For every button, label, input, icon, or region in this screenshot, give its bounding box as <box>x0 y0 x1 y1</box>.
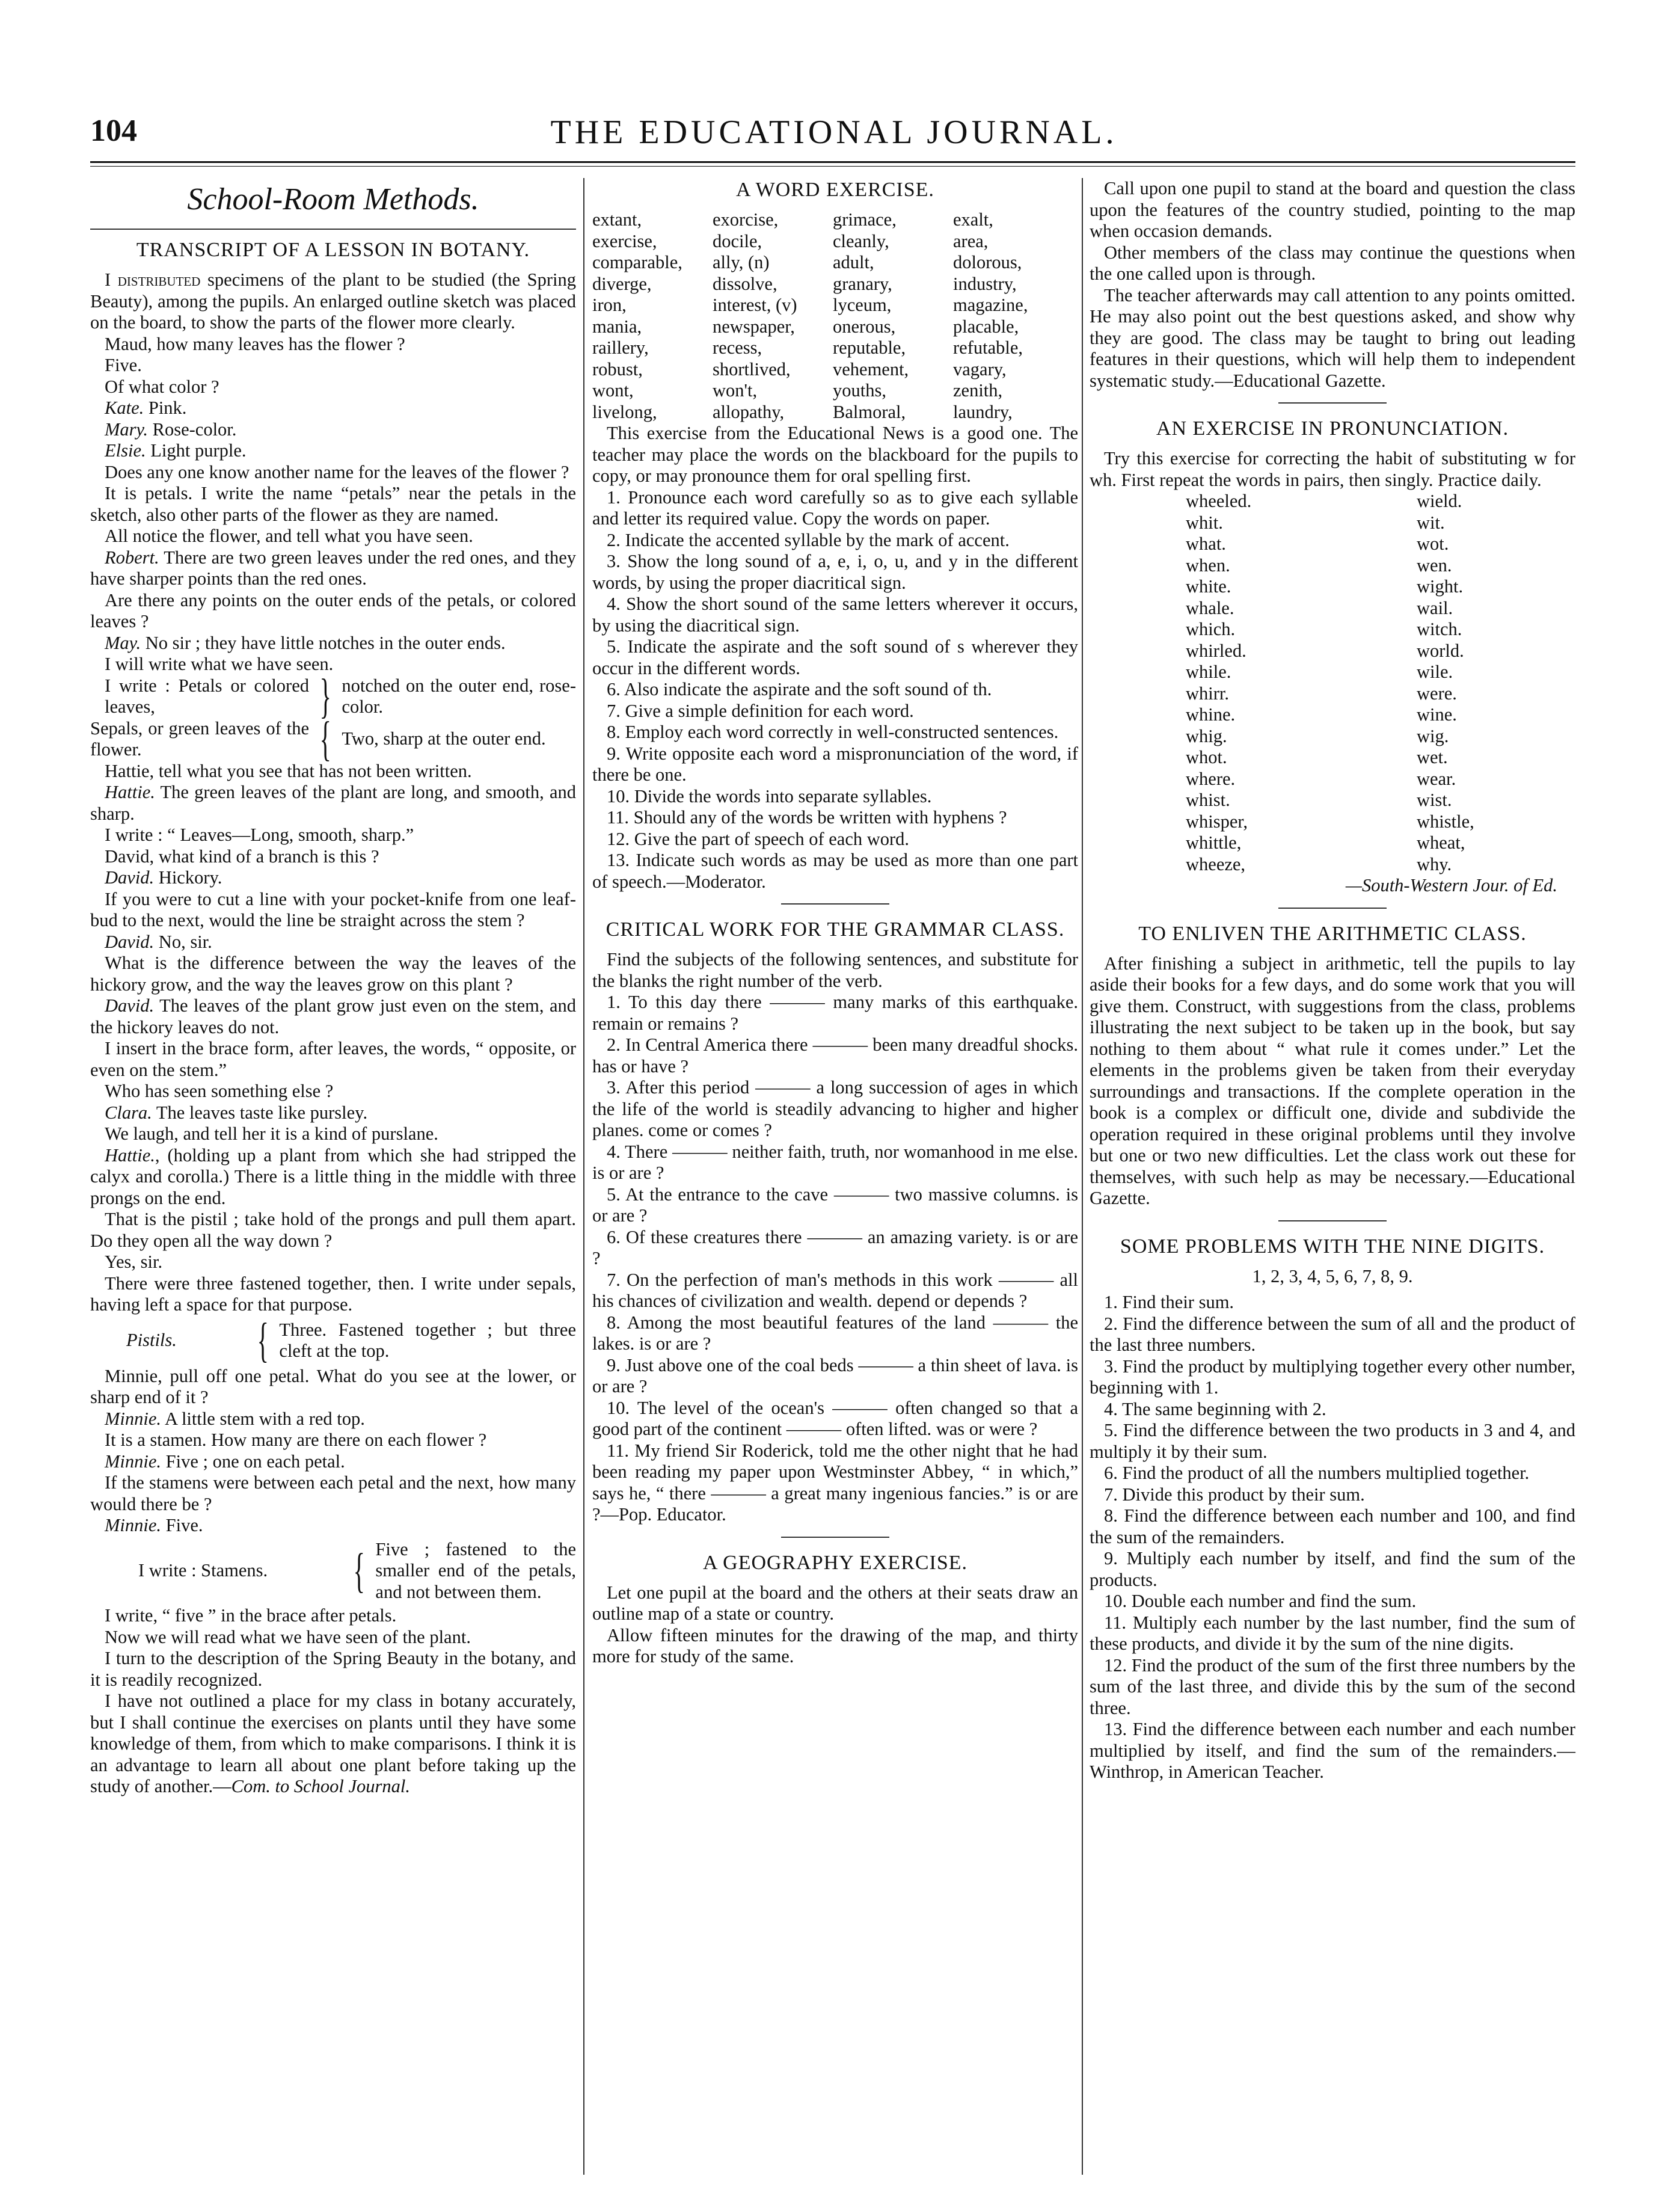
dialogue-line: Maud, how many leaves has the flower ? <box>105 333 405 354</box>
pronunciation-word: wheeze, <box>1186 853 1246 874</box>
pronunciation-source: —South-Western Jour. of Ed. <box>1345 875 1557 896</box>
word-item: robust, <box>592 358 643 379</box>
pronunciation-word: whine. <box>1186 704 1236 725</box>
word-list <box>592 209 1078 423</box>
pronunciation-word: why. <box>1417 853 1452 874</box>
word-item: mania, <box>592 316 642 337</box>
word-item: magazine, <box>953 295 1028 315</box>
paragraph: It is a stamen. How many are there on each flower ? <box>105 1430 487 1450</box>
paragraph: Hattie, tell what you see that has not been written. <box>105 760 472 781</box>
word-item: vagary, <box>953 358 1007 379</box>
paragraph: Yes, sir. <box>105 1252 163 1272</box>
main-section-title: School-Room Methods. <box>187 182 479 217</box>
grammar-item: 11. My friend Sir Roderick, told me the other night that he had been reading my paper upon Westminster Abbey, “ in which,” says he, “ there ——— a great many ingenious fancies.” is or are ?—Pop. Educator. <box>592 1440 1078 1525</box>
instruction-item: 13. Indicate such words as may be used as more than one part of speech.—Moderator. <box>592 850 1078 892</box>
pronunciation-word: whist. <box>1186 790 1230 810</box>
dialogue-line: Minnie. A little stem with a red top. <box>105 1408 365 1429</box>
paragraph: I write, “ five ” in the brace after petals. <box>105 1605 397 1626</box>
brace-petals: I write : Petals or colored leaves, } notched on the outer end, rose-color. <box>105 670 576 723</box>
grammar-item: 7. On the perfection of man's methods in this work ——— all his chances of civilization and wealth. depend or depends ? <box>592 1269 1078 1311</box>
word-item: docile, <box>713 230 762 251</box>
paragraph: Other members of the class may continue the questions when the one called upon is through. <box>1090 242 1575 284</box>
grammar-intro: Find the subjects of the following sentences, and substitute for the blanks the right number of the verb. <box>592 949 1078 991</box>
pronunciation-word: wit. <box>1417 512 1445 533</box>
paragraph: Are there any points on the outer ends of the petals, or colored leaves ? <box>90 589 576 631</box>
word-item: recess, <box>713 337 762 358</box>
pronunciation-word: white. <box>1186 576 1231 597</box>
word-item: laundry, <box>953 401 1013 422</box>
pronunciation-word: wail. <box>1417 597 1453 618</box>
column-2 <box>592 178 1078 1668</box>
dialogue-line: Minnie. Five. <box>105 1515 203 1535</box>
dialogue-line: May. No sir ; they have little notches in the outer ends. <box>105 632 506 653</box>
pronunciation-word: wine. <box>1417 704 1457 725</box>
instruction-item: 3. Show the long sound of a, e, i, o, u, and y in the different words, by using the proper diacritical sign. <box>592 551 1078 593</box>
pronunciation-word: wot. <box>1417 533 1449 554</box>
column-1 <box>90 178 576 1798</box>
grammar-item: 5. At the entrance to the cave ——— two massive columns. is or are ? <box>592 1184 1078 1226</box>
pronunciation-word: whistle, <box>1417 811 1474 832</box>
grammar-item: 3. After this period ——— a long succession of ages in which the life of the world is steadily advancing to higher and higher planes. come or comes ? <box>592 1077 1078 1140</box>
word-item: diverge, <box>592 273 652 294</box>
pronunciation-word: wear. <box>1417 768 1456 789</box>
pronunciation-word: what. <box>1186 533 1226 554</box>
digit-problem: 11. Multiply each number by the last number, find the sum of these products, and divide it by the sum of the nine digits. <box>1090 1612 1575 1654</box>
pronunciation-word: witch. <box>1417 619 1462 639</box>
paragraph: If you were to cut a line with your pocket-knife from one leaf-bud to the next, would the line be straight across the stem ? <box>90 888 576 930</box>
paragraph: I will write what we have seen. <box>105 654 334 674</box>
column-3 <box>1090 178 1575 1783</box>
word-item: area, <box>953 230 989 251</box>
grammar-item: 6. Of these creatures there ——— an amazing variety. is or are ? <box>592 1226 1078 1268</box>
grammar-item: 8. Among the most beautiful features of the land ——— the lakes. is or are ? <box>592 1312 1078 1354</box>
word-item: allopathy, <box>713 401 785 422</box>
instruction-item: 9. Write opposite each word a mispronunciation of the word, if there be one. <box>592 743 1078 785</box>
digit-problem: 12. Find the product of the sum of the first three numbers by the sum of the last three, and divide this by the sum of the second three. <box>1090 1654 1575 1718</box>
grammar-item: 9. Just above one of the coal beds ——— a thin sheet of lava. is or are ? <box>592 1354 1078 1396</box>
word-item: exorcise, <box>713 209 779 230</box>
dialogue-line: Hattie., (holding up a plant from which she had stripped the calyx and corolla.) There is a little thing in the middle with three prongs on the end. <box>90 1144 576 1208</box>
digit-problems <box>1090 1292 1575 1783</box>
word-item: ally, (n) <box>713 252 770 272</box>
paragraph: Minnie, pull off one petal. What do you see at the lower, or sharp end of it ? <box>90 1365 576 1407</box>
digit-problem: 4. The same beginning with 2. <box>1104 1398 1326 1419</box>
pronunciation-word: whit. <box>1186 512 1223 533</box>
word-item: vehement, <box>833 358 909 379</box>
instruction-item: 4. Show the short sound of the same letters wherever it occurs, by using the diacritical sign. <box>592 594 1078 636</box>
digit-problem: 9. Multiply each number by itself, and find the sum of the products. <box>1090 1548 1575 1590</box>
paragraph: David, what kind of a branch is this ? <box>105 846 379 867</box>
paragraph: Does any one know another name for the leaves of the flower ? <box>105 461 569 482</box>
pronunciation-pairs <box>1090 491 1575 875</box>
dialogue-line: Hattie. The green leaves of the plant are long, and smooth, and sharp. <box>90 782 576 824</box>
word-item: comparable, <box>592 252 682 272</box>
word-item: iron, <box>592 295 627 315</box>
word-item: zenith, <box>953 380 1003 401</box>
word-item: onerous, <box>833 316 896 337</box>
instruction-item: 7. Give a simple definition for each word. <box>607 700 914 721</box>
pronunciation-word: while. <box>1186 662 1231 682</box>
instruction-item: 6. Also indicate the aspirate and the soft sound of th. <box>607 679 992 699</box>
word-item: adult, <box>833 252 874 272</box>
pronunciation-word: wig. <box>1417 725 1449 746</box>
paragraph: If the stamens were between each petal and the next, how many would there be ? <box>90 1472 576 1514</box>
pronunciation-word: which. <box>1186 619 1236 639</box>
paragraph: Who has seen something else ? <box>105 1081 334 1101</box>
pronunciation-word: whisper, <box>1186 811 1248 832</box>
grammar-sentences <box>592 992 1078 1526</box>
paragraph: Allow fifteen minutes for the drawing of the map, and thirty more for study of the same. <box>592 1624 1078 1667</box>
header-rule-thin <box>90 166 1575 167</box>
paragraph: Let one pupil at the board and the others at their seats draw an outline map of a state or country. <box>592 1582 1078 1624</box>
arithmetic-title: TO ENLIVEN THE ARITHMETIC CLASS. <box>1138 922 1527 945</box>
digit-problem: 7. Divide this product by their sum. <box>1104 1484 1365 1505</box>
pronunciation-word: wen. <box>1417 555 1452 576</box>
pronunciation-word: when. <box>1186 555 1230 576</box>
journal-title: THE EDUCATIONAL JOURNAL. <box>550 114 1118 151</box>
brace-pistils: Pistils. { Three. Fastened together ; but three cleft at the top. <box>126 1314 576 1367</box>
dialogue-line: David. No, sir. <box>105 931 212 952</box>
paragraph: All notice the flower, and tell what you have seen. <box>105 526 473 546</box>
paragraph: That is the pistil ; take hold of the prongs and pull them apart. Do they open all the way down ? <box>90 1209 576 1251</box>
pronunciation-word: wet. <box>1417 747 1448 767</box>
pronunciation-word: wist. <box>1417 790 1452 810</box>
digit-problem: 3. Find the product by multiplying together every other number, beginning with 1. <box>1090 1356 1575 1398</box>
paragraph: I have not outlined a place for my class in botany accurately, but I shall continue the exercises on plants until they have some knowledge of them, from which to make comparisons. I think it is an advantage to learn all about one plant before taking up the study of another.—Com. to School Journal. <box>90 1691 576 1796</box>
column-divider-2 <box>1082 178 1083 2175</box>
instruction-item: 11. Should any of the words be written with hyphens ? <box>607 807 1007 828</box>
word-item: newspaper, <box>713 316 795 337</box>
grammar-item: 4. There ——— neither faith, truth, nor womanhood in me else. is or are ? <box>592 1141 1078 1183</box>
section-rule <box>1278 908 1387 909</box>
dialogue-line: David. The leaves of the plant grow just even on the stem, and the hickory leaves do not. <box>90 995 576 1037</box>
pronunciation-word: where. <box>1186 768 1236 789</box>
dialogue-line: Minnie. Five ; one on each petal. <box>105 1451 345 1472</box>
paragraph: There were three fastened together, then. I write under sepals, having left a space for that purpose. <box>90 1273 576 1315</box>
title-rule <box>90 229 576 230</box>
digit-problem: 6. Find the product of all the numbers multiplied together. <box>1104 1463 1530 1483</box>
pronunciation-word: whittle, <box>1186 832 1242 853</box>
grammar-title: CRITICAL WORK FOR THE GRAMMAR CLASS. <box>606 918 1065 941</box>
word-item: interest, (v) <box>713 295 797 315</box>
paragraph: I turn to the description of the Spring Beauty in the botany, and it is readily recognized. <box>90 1648 576 1690</box>
word-item: granary, <box>833 273 892 294</box>
word-item: cleanly, <box>833 230 889 251</box>
digit-problem: 8. Find the difference between each number and 100, and find the sum of the remainders. <box>1090 1505 1575 1547</box>
header-rule <box>90 161 1575 163</box>
dialogue-line: Five. <box>105 355 142 375</box>
dialogue-line: Kate. Pink. <box>105 398 187 418</box>
geography-title: A GEOGRAPHY EXERCISE. <box>702 1551 968 1574</box>
section-rule <box>781 903 889 905</box>
digit-problem: 1. Find their sum. <box>1104 1292 1234 1312</box>
word-item: livelong, <box>592 401 657 422</box>
word-instructions <box>592 487 1078 893</box>
word-item: raillery, <box>592 337 649 358</box>
paragraph: It is petals. I write the name “petals” near the petals in the sketch, also other parts of the flower as they are named. <box>90 483 576 525</box>
paragraph: We laugh, and tell her it is a kind of purslane. <box>105 1123 438 1144</box>
section-rule <box>781 1537 889 1538</box>
pronunciation-word: whirled. <box>1186 640 1246 661</box>
pronunciation-title: AN EXERCISE IN PRONUNCIATION. <box>1156 417 1509 440</box>
digit-problem: 2. Find the difference between the sum of all and the product of the last three numbers. <box>1090 1313 1575 1355</box>
dialogue-line: Robert. There are two green leaves under the red ones, and they have sharper points than the red ones. <box>90 547 576 589</box>
grammar-item: 2. In Central America there ——— been many dreadful shocks. has or have ? <box>592 1034 1078 1077</box>
section-rule <box>1278 1220 1387 1221</box>
word-item: industry, <box>953 273 1017 294</box>
paragraph: The teacher afterwards may call attention to any points omitted. He may also point out the best questions asked, and show why they are good. The class may be taught to bring out leading features in their questions, which will help them to independent systematic study.—Educational Gazette. <box>1090 284 1575 391</box>
instruction-item: 10. Divide the words into separate syllables. <box>607 785 932 806</box>
digits-line: 1, 2, 3, 4, 5, 6, 7, 8, 9. <box>1252 1265 1413 1286</box>
botany-title: TRANSCRIPT OF A LESSON IN BOTANY. <box>136 239 530 261</box>
pronunciation-word: whale. <box>1186 597 1234 618</box>
pronunciation-word: wield. <box>1417 491 1462 511</box>
digits-title: SOME PROBLEMS WITH THE NINE DIGITS. <box>1120 1235 1545 1258</box>
paragraph: I write : “ Leaves—Long, smooth, sharp.” <box>105 825 414 845</box>
pronunciation-intro: Try this exercise for correcting the habit of substituting w for wh. First repeat the words in pairs, then singly. Practice daily. <box>1090 448 1575 490</box>
pronunciation-word: wile. <box>1417 662 1453 682</box>
word-exercise-title: A WORD EXERCISE. <box>736 179 934 201</box>
dialogue-line: Mary. Rose-color. <box>105 419 237 440</box>
dialogue-line: Clara. The leaves taste like pursley. <box>105 1102 368 1123</box>
word-item: exalt, <box>953 209 993 230</box>
paragraph: Call upon one pupil to stand at the board and question the class upon the features of the country studied, pointing to the map when occasion demands. <box>1090 178 1575 241</box>
word-item: extant, <box>592 209 642 230</box>
instruction-item: 2. Indicate the accented syllable by the mark of accent. <box>607 529 1010 550</box>
word-item: dissolve, <box>713 273 777 294</box>
botany-intro: I distributed specimens of the plant to be studied (the Spring Beauty), among the pupils. An enlarged outline sketch was placed on the board, to show the parts of the flower more clearly. <box>90 269 576 333</box>
pronunciation-word: world. <box>1417 640 1464 661</box>
instruction-item: 12. Give the part of speech of each word. <box>607 828 910 849</box>
brace-sepals: Sepals, or green leaves of the flower. { Two, sharp at the outer end. <box>90 713 546 766</box>
word-item: placable, <box>953 316 1019 337</box>
dialogue-line: David. Hickory. <box>105 867 222 888</box>
word-item: grimace, <box>833 209 897 230</box>
pronunciation-word: were. <box>1417 683 1457 704</box>
word-item: refutable, <box>953 337 1023 358</box>
pronunciation-word: wheeled. <box>1186 491 1252 511</box>
word-item: dolorous, <box>953 252 1022 272</box>
digit-problem: 10. Double each number and find the sum. <box>1104 1591 1417 1611</box>
dialogue-line: Elsie. Light purple. <box>105 440 247 461</box>
word-item: youths, <box>833 380 886 401</box>
pronunciation-word: whot. <box>1186 747 1227 767</box>
column-divider-1 <box>583 178 584 2175</box>
pronunciation-word: whirr. <box>1186 683 1230 704</box>
instruction-item: 8. Employ each word correctly in well-constructed sentences. <box>607 722 1059 742</box>
word-item: Balmoral, <box>833 401 906 422</box>
dialogue-line: Of what color ? <box>105 376 219 397</box>
word-item: won't, <box>713 380 758 401</box>
paragraph: Now we will read what we have seen of the plant. <box>105 1626 471 1647</box>
word-intro: This exercise from the Educational News is a good one. The teacher may place the words on the blackboard for the pupils to copy, or may pronounce them for oral spelling first. <box>592 423 1078 486</box>
word-item: exercise, <box>592 230 657 251</box>
word-item: shortlived, <box>713 358 791 379</box>
word-item: lyceum, <box>833 295 892 315</box>
grammar-item: 10. The level of the ocean's ——— often changed so that a good part of the continent ——— often lifted. was or were ? <box>592 1397 1078 1439</box>
pronunciation-word: wight. <box>1417 576 1464 597</box>
paragraph: What is the difference between the way the leaves of the hickory grow, and the way the leaves grow on this plant ? <box>90 953 576 995</box>
word-item: wont, <box>592 380 634 401</box>
digit-problem: 13. Find the difference between each number and each number multiplied by itself, and find the sum of the remainders.—Winthrop, in American Teacher. <box>1090 1719 1575 1782</box>
page-number: 104 <box>90 114 137 148</box>
pronunciation-word: wheat, <box>1417 832 1465 853</box>
digit-problem: 5. Find the difference between the two products in 3 and 4, and multiply it by their sum. <box>1090 1420 1575 1462</box>
arithmetic-text: After finishing a subject in arithmetic, tell the pupils to lay aside their books for a few days, and do some work that you will give them. Construct, with suggestions from the class, problems illustrating the next subject to be taken up in the book, but say nothing to them about “ what rule it comes under.” Let the elements in the problems given be taken from their everyday surroundings and transactions. If the complete operation in the book is a complex or difficult one, divide and subdivide the operation required in these original problems until they involve but one or two new difficulties. Let the class work out these for themselves, with such help as may be necessary.—Educational Gazette. <box>1090 953 1575 1208</box>
section-rule <box>1278 402 1387 404</box>
instruction-item: 5. Indicate the aspirate and the soft sound of s wherever they occur in the different words. <box>592 636 1078 678</box>
brace-stamens: I write : Stamens. { Five ; fastened to the smaller end of the petals, and not between them. <box>138 1538 576 1602</box>
grammar-item: 1. To this day there ——— many marks of this earthquake. remain or remains ? <box>592 992 1078 1034</box>
paragraph: I insert in the brace form, after leaves, the words, “ opposite, or even on the stem.” <box>90 1038 576 1080</box>
word-item: reputable, <box>833 337 906 358</box>
pronunciation-word: whig. <box>1186 725 1227 746</box>
instruction-item: 1. Pronounce each word carefully so as to give each syllable and letter its required value. Copy the words on paper. <box>592 487 1078 529</box>
